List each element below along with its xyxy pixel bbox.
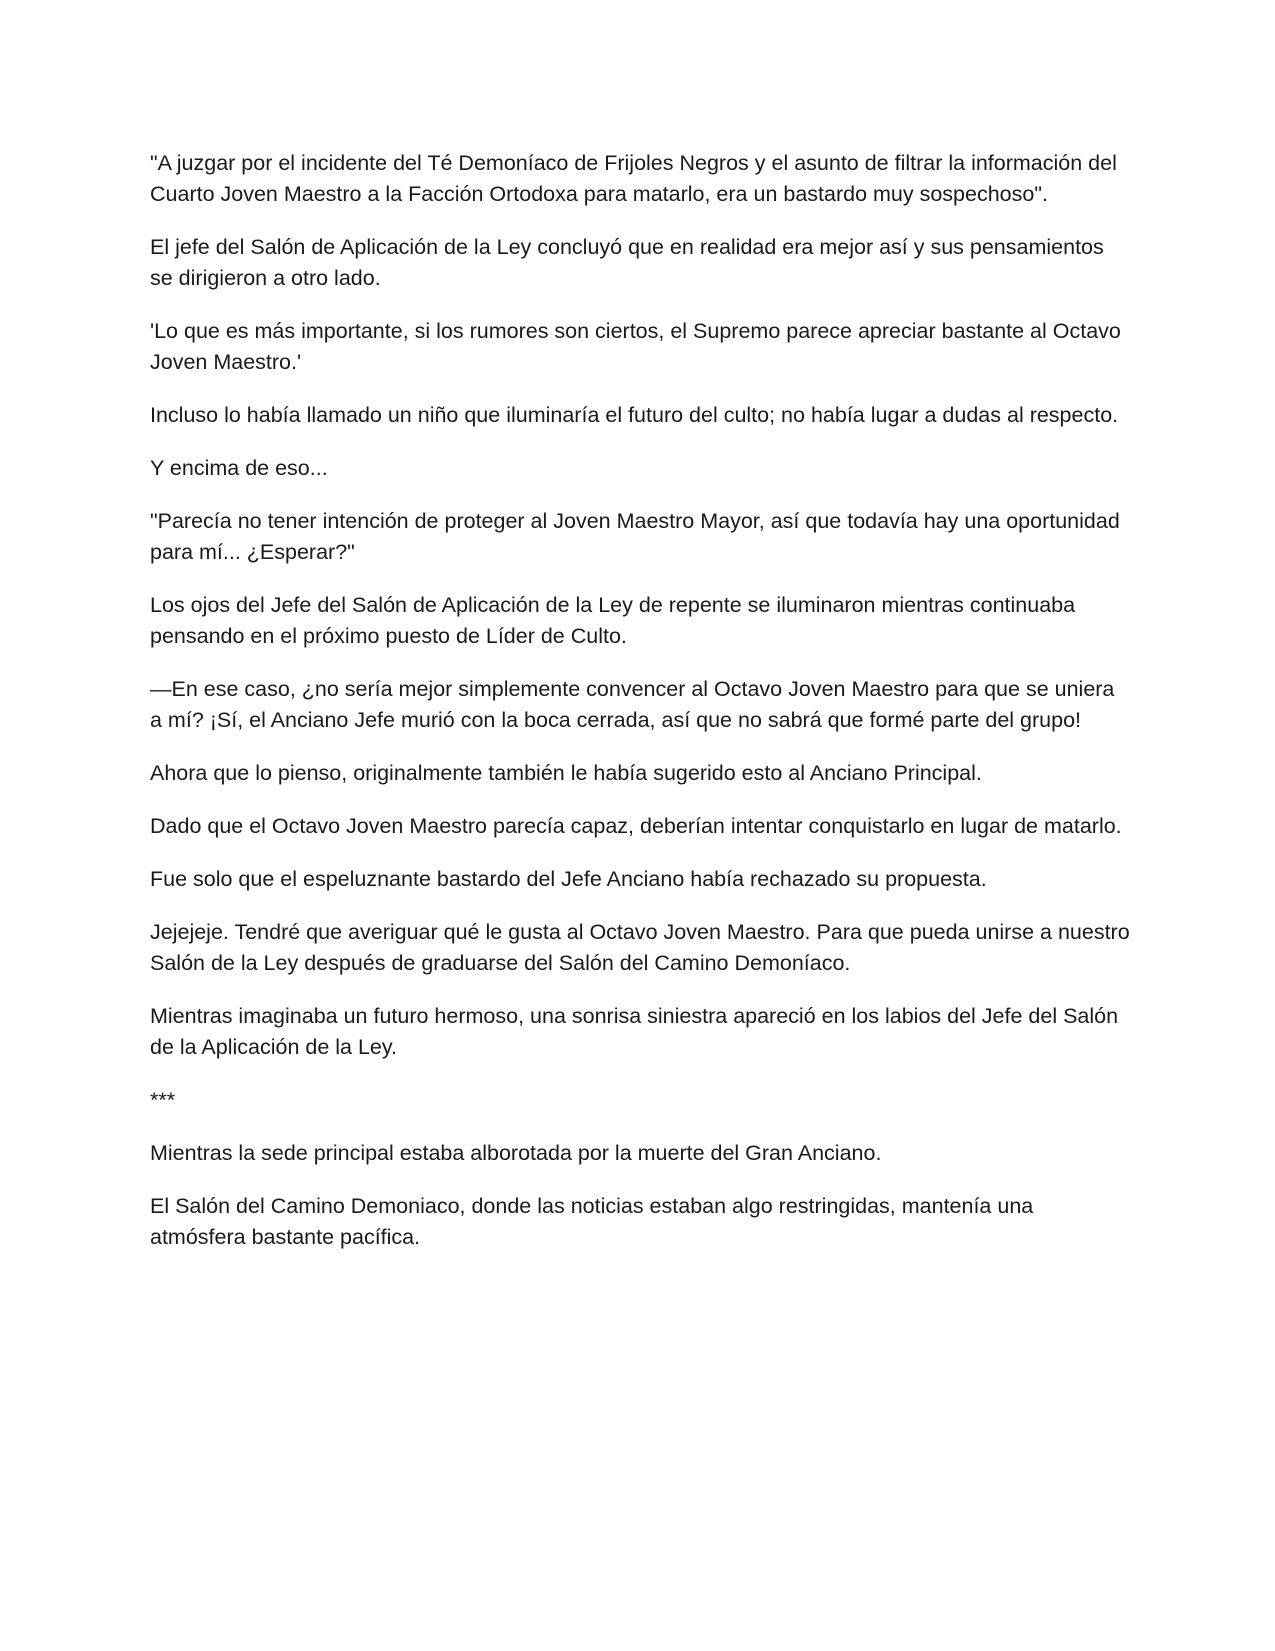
scene-break: *** [150,1088,176,1112]
paragraph: El jefe del Salón de Aplicación de la Ley concluyó que en realidad era mejor así y sus pensamientos se dirigieron a otro lado. [150,235,1104,290]
paragraph: Y encima de eso... [150,456,328,480]
paragraph: "Parecía no tener intención de proteger al Joven Maestro Mayor, así que todavía hay una oportunidad para mí... ¿Esperar?" [150,509,1120,564]
paragraph: 'Lo que es más importante, si los rumores son ciertos, el Supremo parece apreciar bastante al Octavo Joven Maestro.' [150,319,1121,374]
paragraph: "A juzgar por el incidente del Té Demoníaco de Frijoles Negros y el asunto de filtrar la información del Cuarto Joven Maestro a la Facción Ortodoxa para matarlo, era un bastardo muy sospechoso". [150,151,1117,206]
paragraph: Ahora que lo pienso, originalmente también le había sugerido esto al Anciano Principal. [150,761,982,785]
paragraph: Jejejeje. Tendré que averiguar qué le gusta al Octavo Joven Maestro. Para que pueda unirse a nuestro Salón de la Ley después de graduarse del Salón del Camino Demoníaco. [150,920,1130,975]
document-body [150,148,1130,1275]
paragraph: El Salón del Camino Demoniaco, donde las noticias estaban algo restringidas, mantenía una atmósfera bastante pacífica. [150,1194,1034,1249]
paragraph: Fue solo que el espeluznante bastardo del Jefe Anciano había rechazado su propuesta. [150,867,987,891]
paragraph: Incluso lo había llamado un niño que iluminaría el futuro del culto; no había lugar a dudas al respecto. [150,403,1119,427]
paragraph: Dado que el Octavo Joven Maestro parecía capaz, deberían intentar conquistarlo en lugar de matarlo. [150,814,1122,838]
paragraph: —En ese caso, ¿no sería mejor simplemente convencer al Octavo Joven Maestro para que se uniera a mí? ¡Sí, el Anciano Jefe murió con la boca cerrada, así que no sabrá que formé parte del grupo! [150,677,1115,732]
paragraph: Mientras la sede principal estaba alborotada por la muerte del Gran Anciano. [150,1141,882,1165]
paragraph: Mientras imaginaba un futuro hermoso, una sonrisa siniestra apareció en los labios del Jefe del Salón de la Aplicación de la Ley. [150,1004,1119,1059]
paragraph: Los ojos del Jefe del Salón de Aplicación de la Ley de repente se iluminaron mientras continuaba pensando en el próximo puesto de Líder de Culto. [150,593,1076,648]
